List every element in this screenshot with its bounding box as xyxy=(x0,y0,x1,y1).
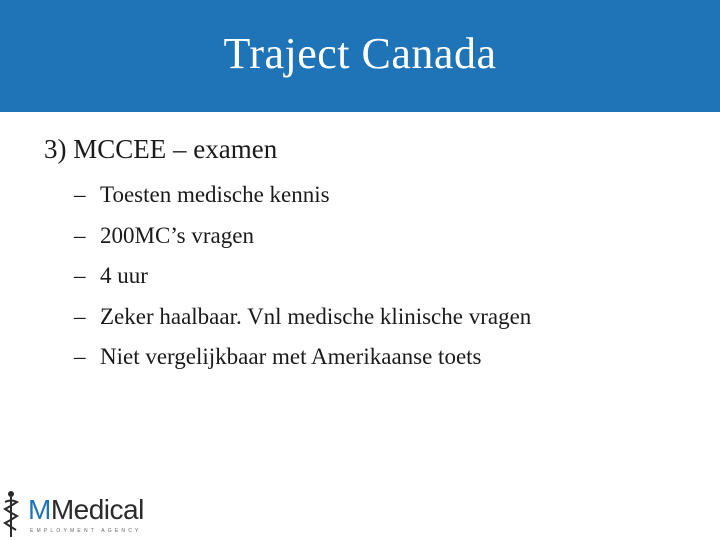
slide-title: Traject Canada xyxy=(223,28,497,78)
dash-bullet: – xyxy=(74,263,86,288)
sub-point-text: Niet vergelijkbaar met Amerikaanse toets xyxy=(100,344,482,369)
dash-bullet: – xyxy=(74,182,86,207)
title-bar xyxy=(0,0,720,112)
sub-point-text: 4 uur xyxy=(100,263,148,288)
sub-point-list xyxy=(44,175,704,378)
sub-point-text: Toesten medische kennis xyxy=(100,182,330,207)
list-item xyxy=(74,216,704,257)
logo-tagline: EMPLOYMENT AGENCY xyxy=(30,528,142,534)
list-item xyxy=(74,297,704,338)
list-item xyxy=(74,337,704,378)
list-item xyxy=(74,256,704,297)
dash-bullet: – xyxy=(74,344,86,369)
main-point: 3) MCCEE – examen xyxy=(44,134,278,164)
slide-body xyxy=(44,134,704,378)
sub-point-text: 200MC’s vragen xyxy=(100,222,254,248)
list-item xyxy=(74,175,704,216)
logo-wordmark xyxy=(28,496,144,524)
logo-brand-rest: Medical xyxy=(50,494,144,525)
caduceus-icon xyxy=(2,490,20,538)
sub-point-text: Zeker haalbaar. Vnl medische klinische vragen xyxy=(100,303,532,329)
company-logo xyxy=(0,488,160,540)
logo-letter-m: M xyxy=(28,494,51,525)
dash-bullet: – xyxy=(74,222,86,248)
dash-bullet: – xyxy=(74,303,86,329)
